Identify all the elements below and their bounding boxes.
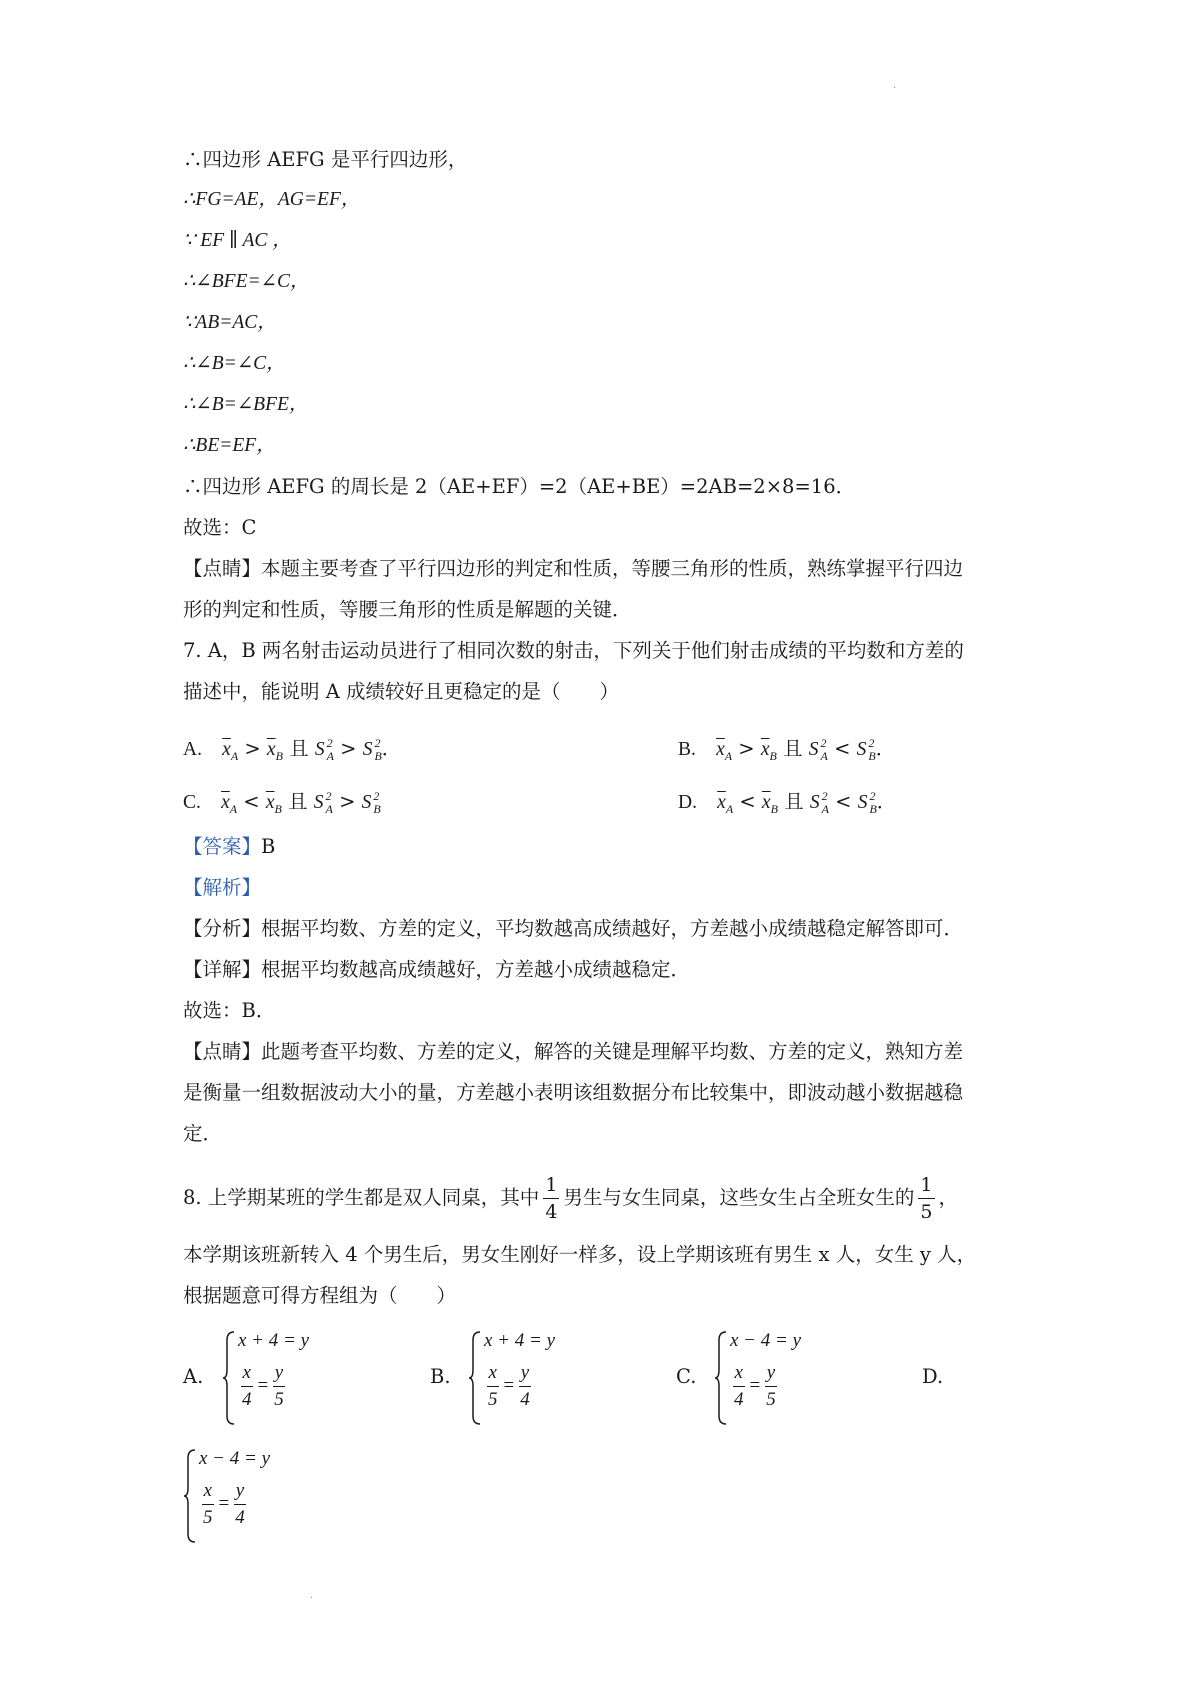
subscript: A bbox=[725, 801, 734, 816]
proof-line-1: ∴四边形 AEFG 是平行四边形， bbox=[183, 148, 468, 171]
subscript: A bbox=[229, 801, 238, 816]
comment-tag: 【点睛】 bbox=[183, 557, 262, 580]
numerator: 1 bbox=[543, 1172, 559, 1199]
comment-q7-line-1 bbox=[183, 1038, 963, 1066]
subscript: B bbox=[374, 748, 382, 763]
and-word: 且 bbox=[783, 737, 803, 760]
subscript: A bbox=[820, 748, 828, 763]
compare-sign: > bbox=[340, 737, 357, 760]
scan-dot: . bbox=[310, 1590, 314, 1601]
q7-option-a bbox=[183, 735, 401, 770]
subscript: A bbox=[724, 748, 733, 763]
variance-symbol: S bbox=[362, 739, 373, 760]
equation-1: x − 4 = y bbox=[199, 1448, 271, 1469]
denominator: 4 bbox=[242, 1389, 252, 1410]
detail-text: 根据平均数越高成绩越好，方差越小成绩越稳定． bbox=[261, 958, 691, 981]
numerator: y bbox=[273, 1360, 285, 1387]
period: ． bbox=[381, 737, 402, 760]
q8-text-part-3: ， bbox=[938, 1186, 959, 1209]
scan-dot: . bbox=[893, 80, 897, 91]
detail-tag: 【详解】 bbox=[183, 958, 262, 981]
denominator: 5 bbox=[766, 1389, 776, 1410]
analysis-text: 根据平均数、方差的定义，平均数越高成绩越好，方差越小成绩越稳定解答即可． bbox=[261, 917, 964, 940]
superscript: 2 bbox=[820, 735, 827, 750]
numerator: x bbox=[202, 1478, 214, 1505]
variance-symbol: S bbox=[313, 792, 324, 813]
q7-option-b bbox=[678, 735, 895, 770]
analysis-tag: 【分析】 bbox=[183, 917, 262, 940]
q8-option-a-system bbox=[222, 1330, 342, 1430]
option-letter: D. bbox=[678, 792, 697, 813]
compare-sign: < bbox=[243, 790, 260, 813]
compare-sign: < bbox=[835, 790, 852, 813]
subscript: B bbox=[274, 801, 282, 816]
mean-symbol: $\overline{x}$ bbox=[266, 739, 276, 760]
superscript: 2 bbox=[868, 735, 875, 750]
comment-text-1: 本题主要考查了平行四边形的判定和性质，等腰三角形的性质，熟练掌握平行四边 bbox=[261, 557, 964, 580]
brace-icon bbox=[222, 1330, 236, 1426]
and-word: 且 bbox=[288, 790, 308, 813]
denominator: 5 bbox=[920, 1201, 933, 1223]
denominator: 4 bbox=[520, 1389, 530, 1410]
comment-tag: 【点睛】 bbox=[183, 1040, 262, 1063]
option-letter: C. bbox=[183, 792, 201, 813]
compare-sign: > bbox=[244, 737, 261, 760]
proof-line-5: ∵AB=AC， bbox=[183, 312, 277, 333]
and-word: 且 bbox=[289, 737, 309, 760]
subscript: B bbox=[869, 801, 877, 816]
q7-option-d bbox=[678, 788, 896, 823]
option-letter: A. bbox=[183, 739, 202, 760]
q8-option-b-system bbox=[468, 1330, 588, 1430]
numerator: y bbox=[519, 1360, 531, 1387]
choice-line-q7: 故选：B． bbox=[183, 999, 276, 1022]
subscript: B bbox=[275, 748, 283, 763]
compare-sign: > bbox=[738, 737, 755, 760]
mean-symbol: $\overline{x}$ bbox=[221, 792, 230, 813]
brace-icon bbox=[468, 1330, 482, 1426]
proof-line-9: ∴四边形 AEFG 的周长是 2（AE+EF）=2（AE+BE）=2AB=2×8=16． bbox=[183, 475, 856, 498]
comment-q7-line-3: 定． bbox=[183, 1122, 223, 1145]
q8-text-part-2: 男生与女生同桌，这些女生占全班女生的 bbox=[563, 1186, 915, 1209]
proof-line-2: ∴FG=AE，AG=EF， bbox=[183, 189, 361, 210]
numerator: 1 bbox=[918, 1172, 934, 1199]
subscript: B bbox=[373, 801, 381, 816]
superscript: 2 bbox=[326, 735, 333, 750]
denominator: 5 bbox=[488, 1389, 498, 1410]
subscript: A bbox=[325, 801, 333, 816]
fraction-one-quarter bbox=[543, 1172, 559, 1225]
subscript: A bbox=[326, 748, 334, 763]
detail-line bbox=[183, 956, 690, 984]
q8-text-part-1: 8. 上学期某班的学生都是双人同桌，其中 bbox=[183, 1186, 540, 1209]
equation-1: x − 4 = y bbox=[730, 1330, 802, 1351]
period: ． bbox=[875, 737, 896, 760]
proof-line-4: ∴∠BFE=∠C， bbox=[183, 271, 310, 292]
answer-value: B bbox=[261, 835, 276, 858]
subscript: B bbox=[868, 748, 876, 763]
comment-q7-line-2: 是衡量一组数据波动大小的量，方差越小表明该组数据分布比较集中，即波动越小数据越稳 bbox=[183, 1081, 964, 1104]
variance-symbol: S bbox=[808, 739, 819, 760]
denominator: 4 bbox=[545, 1201, 558, 1223]
equation-1: x + 4 = y bbox=[484, 1330, 556, 1351]
variance-symbol: S bbox=[361, 792, 372, 813]
q8-option-d-system bbox=[183, 1448, 303, 1548]
analysis-heading: 【解析】 bbox=[183, 876, 262, 899]
numerator: x bbox=[733, 1360, 745, 1387]
variance-symbol: S bbox=[314, 739, 325, 760]
equation-2: $\frac{x}{4}$ = $\frac{y}{5}$ bbox=[236, 1360, 290, 1413]
answer-line bbox=[183, 833, 275, 861]
mean-symbol: $\overline{x}$ bbox=[265, 792, 275, 813]
q8-option-d-letter: D. bbox=[922, 1365, 944, 1388]
question-7-line-2: 描述中，能说明 A 成绩较好且更稳定的是（ ） bbox=[183, 680, 619, 703]
mean-symbol: $\overline{x}$ bbox=[222, 739, 231, 760]
answer-tag: 【答案】 bbox=[183, 835, 262, 858]
compare-sign: > bbox=[339, 790, 356, 813]
q8-option-c-system bbox=[714, 1330, 834, 1430]
mean-symbol: $\overline{x}$ bbox=[760, 739, 770, 760]
denominator: 4 bbox=[734, 1389, 744, 1410]
analysis-line bbox=[183, 915, 963, 943]
variance-symbol: S bbox=[809, 792, 820, 813]
superscript: 2 bbox=[821, 788, 828, 803]
fraction-one-fifth bbox=[918, 1172, 934, 1225]
brace-icon bbox=[183, 1448, 197, 1544]
comment-text: 此题考查平均数、方差的定义，解答的关键是理解平均数、方差的定义，熟知方差 bbox=[261, 1040, 964, 1063]
mean-symbol: $\overline{x}$ bbox=[761, 792, 771, 813]
question-8-line-2: 本学期该班新转入 4 个男生后，男女生刚好一样多，设上学期该班有男生 x 人，女生 y 人， bbox=[183, 1243, 977, 1266]
q8-option-a-letter: A. bbox=[183, 1365, 204, 1388]
proof-line-6: ∴∠B=∠C， bbox=[183, 353, 286, 374]
mean-symbol: $\overline{x}$ bbox=[716, 739, 725, 760]
equation-2: $\frac{x}{5}$ = $\frac{y}{4}$ bbox=[197, 1478, 251, 1531]
numerator: y bbox=[765, 1360, 777, 1387]
equation-1: x + 4 = y bbox=[238, 1330, 310, 1351]
denominator: 5 bbox=[203, 1507, 213, 1528]
proof-line-7: ∴∠B=∠BFE， bbox=[183, 394, 309, 415]
mean-symbol: $\overline{x}$ bbox=[717, 792, 726, 813]
period: ． bbox=[876, 790, 897, 813]
brace-icon bbox=[714, 1330, 728, 1426]
superscript: 2 bbox=[325, 788, 332, 803]
subscript: A bbox=[230, 748, 239, 763]
variance-symbol: S bbox=[856, 739, 867, 760]
comment-line-1 bbox=[183, 555, 963, 583]
equation-2: $\frac{x}{5}$ = $\frac{y}{4}$ bbox=[482, 1360, 536, 1413]
numerator: x bbox=[241, 1360, 253, 1387]
proof-line-8: ∴BE=EF， bbox=[183, 435, 276, 456]
q7-option-c bbox=[183, 788, 381, 823]
denominator: 5 bbox=[274, 1389, 284, 1410]
subscript: B bbox=[769, 748, 777, 763]
q8-option-c-letter: C. bbox=[676, 1365, 697, 1388]
numerator: x bbox=[487, 1360, 499, 1387]
variance-symbol: S bbox=[857, 792, 868, 813]
denominator: 4 bbox=[235, 1507, 245, 1528]
equation-2: $\frac{x}{4}$ = $\frac{y}{5}$ bbox=[728, 1360, 782, 1413]
compare-sign: < bbox=[834, 737, 851, 760]
subscript: B bbox=[770, 801, 778, 816]
comment-line-2: 形的判定和性质，等腰三角形的性质是解题的关键． bbox=[183, 598, 632, 621]
subscript: A bbox=[821, 801, 829, 816]
question-8-line-1 bbox=[183, 1168, 958, 1228]
choice-line-q6: 故选：C bbox=[183, 516, 257, 539]
numerator: y bbox=[234, 1478, 246, 1505]
and-word: 且 bbox=[784, 790, 804, 813]
q8-option-b-letter: B. bbox=[430, 1365, 451, 1388]
option-letter: B. bbox=[678, 739, 696, 760]
question-8-line-3: 根据题意可得方程组为（ ） bbox=[183, 1284, 457, 1307]
question-7-line-1: 7. A，B 两名射击运动员进行了相同次数的射击，下列关于他们射击成绩的平均数和方差的 bbox=[183, 639, 964, 662]
superscript: 2 bbox=[374, 735, 381, 750]
compare-sign: < bbox=[739, 790, 756, 813]
superscript: 2 bbox=[373, 788, 380, 803]
superscript: 2 bbox=[869, 788, 876, 803]
proof-line-3: ∵ EF ∥ AC ， bbox=[183, 230, 292, 251]
